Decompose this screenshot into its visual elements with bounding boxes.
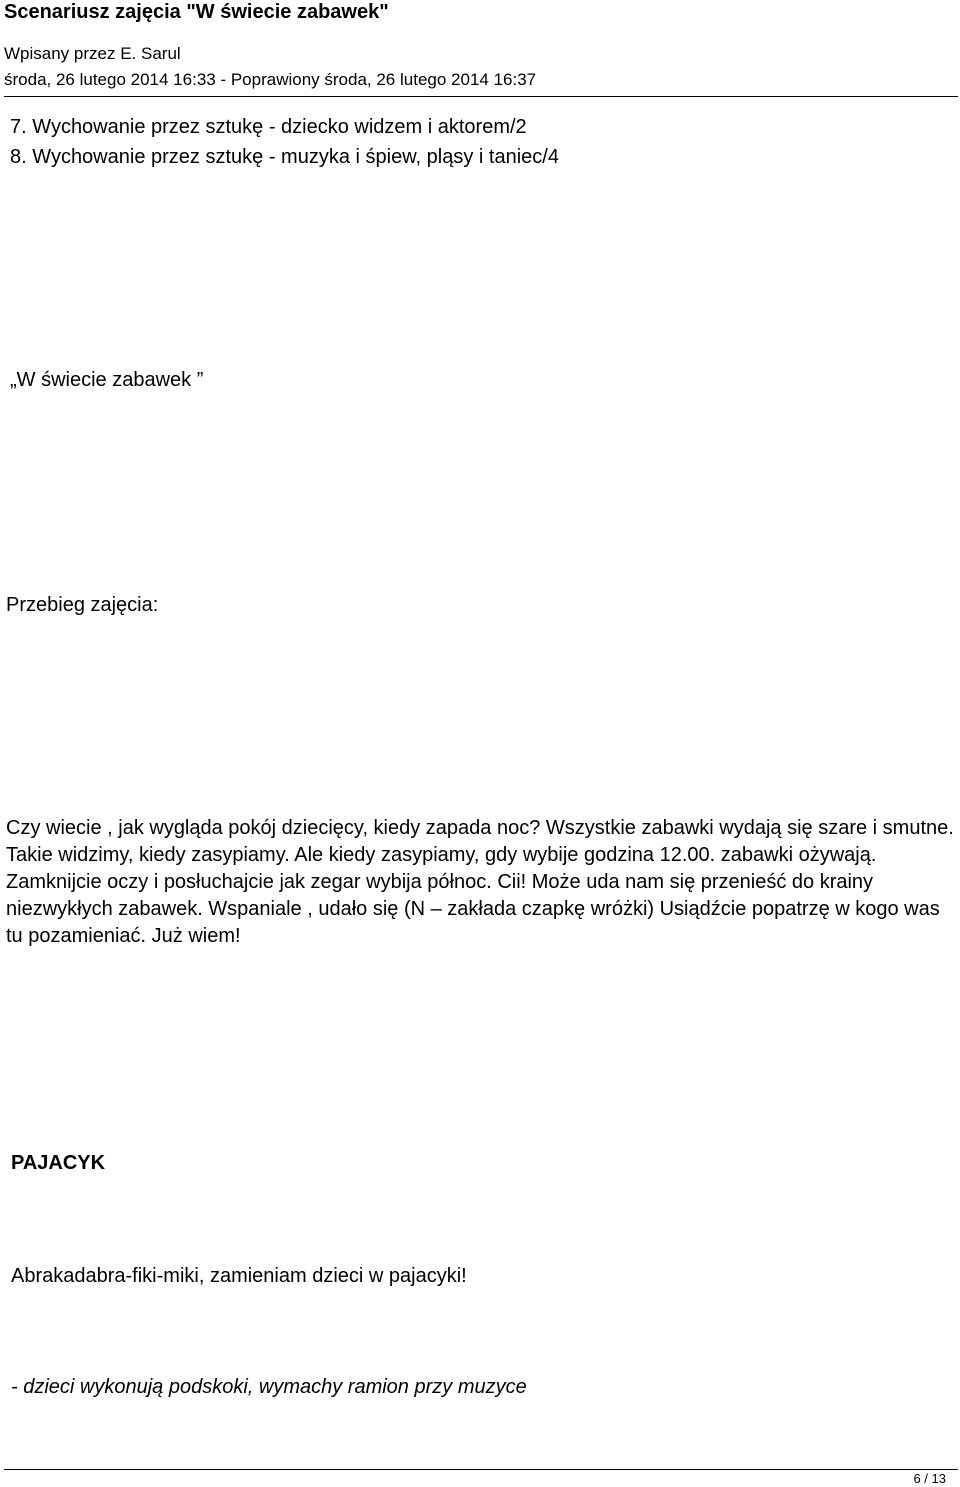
subtitle: „W świecie zabawek ” [10,369,204,391]
list-item: 8. Wychowanie przez sztukę - muzyka i śpiew, pląsy i taniec/4 [10,146,559,168]
toy-heading: PAJACYK [11,1152,106,1174]
header-divider [4,96,958,97]
author-line: Wpisany przez E. Sarul [4,44,181,63]
instruction-text: - dzieci wykonują podskoki, wymachy ramion przy muzyce [11,1376,527,1398]
section-label: Przebieg zajęcia: [6,594,159,616]
spell-text: Abrakadabra-fiki-miki, zamieniam dzieci w pajacyki! [11,1265,467,1287]
page-title: Scenariusz zajęcia "W świecie zabawek" [4,1,389,23]
intro-paragraph: Czy wiecie , jak wygląda pokój dziecięcy, kiedy zapada noc? Wszystkie zabawki wydają się szare i smutne. Takie widzimy, kiedy zasypiamy. Ale kiedy zasypiamy, gdy wybije godzina 12.00. zabawki ożywają. Zamknijcie oczy i posłuchajcie jak zegar wybija północ. Cii! Może uda nam się przenieść do krainy niezwykłych zabawek. Wspaniale , udało się (N – zakłada czapkę wróżki) Usiądźcie popatrzę w kogo was tu pozamieniać. Już wiem! [6,817,954,947]
page-number: 6 / 13 [913,1471,946,1486]
date-line: środa, 26 lutego 2014 16:33 - Poprawiony środa, 26 lutego 2014 16:37 [4,70,537,89]
list-item: 7. Wychowanie przez sztukę - dziecko widzem i aktorem/2 [10,116,527,138]
footer-divider [4,1469,958,1470]
